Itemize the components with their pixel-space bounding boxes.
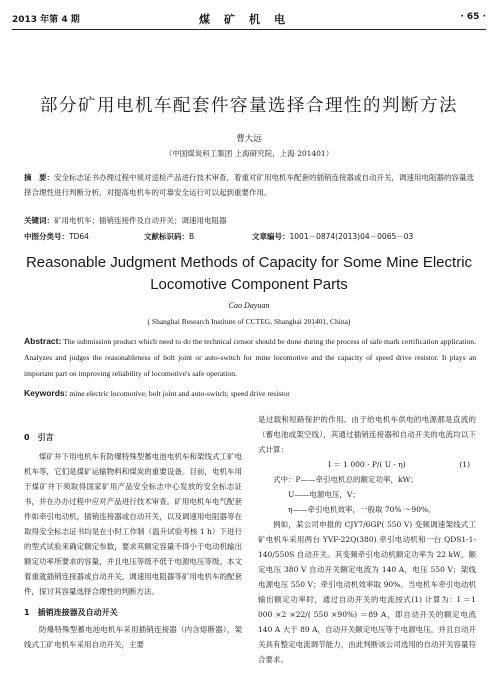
symbol-definitions [258,472,476,517]
definition-eta: η——牵引电机效率，一般取 70% ～90%。 [288,505,436,514]
clc-label: 中图分类号： [24,232,69,241]
article-id-field [252,231,413,242]
abstract-en-text: The submission product which need to do the technical censor should be done during the process of safe mark certification application. Analyzes and judges the reasonableness of bolt joint or auto-switch for mine locomotive and the capacity of speed drive resistor. It plays an important part on improving reliability of locomotive's safe operation. [24,337,476,378]
definition-p: 式中：P——牵引电机总的额定功率，kW； [273,475,418,484]
abstract-cn-text: 安全标志证书办理过程中须对送检产品进行技术审查，着重对矿用电机车配套的插销连接器或自动开关，调速用电阻器的容量选择合理性进行判断分析，对提高电机车的可靠安全运行可以起到重要作用。 [24,173,474,197]
doc-code-label: 文献标识码： [144,232,189,241]
keywords-en-text: mine electric locomotive; bolt joint and auto-switch; speed drive resistor [69,389,290,398]
doc-code-value: B [189,232,195,241]
affiliation-cn: （中国煤炭科工集团 上海研究院，上海 201401） [164,149,334,158]
equation-text: I ＝ 1 000 · P/( U · η) [328,460,406,469]
page-number: · 65 · [460,12,486,22]
doc-code-field [144,231,194,242]
intro-paragraph: 煤矿井下用电机车有防爆特殊型蓄电池电机车和架线式工矿电机车等，它们是煤矿运输物料和煤炭的重要设备。目前，电机车用于煤矿井下须取得国家矿用产品安全标志中心发放的安全标志证书，并在办办过程中应对产品进行技术审查。矿用电机车电气配套件如牵引电动机，插销连接器或自动开关，以及调速用电阻器等在取得安全标志证书均是在小时工作制（温升试验考核 1 h）下进行的型式试验来确定额定参数，要求其额定容量不得小于电动机输出额定功率所要求的容量，并且电压等级不低于电源电压等级。本文着重就插销连接器或自动开关，调速用电阻器等矿用电机车的配套件，探讨其容量选择合理性的判断方法。 [24,452,242,596]
issue-label: 2013 年第 4 期 [12,15,80,25]
abstract-cn-label: 摘 要： [24,173,54,182]
keywords-cn-text: 矿用电机车；插销连接件及自动开关；调速用电阻器 [54,216,227,225]
clc-field [24,231,89,242]
definition-u: U——电源电压，V； [288,490,360,499]
clc-value: TD64 [69,232,89,241]
article-title-cn: 部分矿用电机车配套件容量选择合理性的判断方法 [40,96,458,116]
current-formula-intro: 是过载和短路保护的作用。由于给电机车供电的电源都是直流的（蓄电池或架空线），其通过插销连接器和自动开关的电流均以下式计算： [258,415,476,454]
equation-1 [258,457,476,472]
affiliation-en: ( Shanghai Research Institute of CCTEG, Shanghai 201401, China) [147,317,351,326]
body-column-left [24,412,242,652]
abstract-en [24,333,476,382]
example-paragraph: 例如，某公司申报的 CJY7/6GP( 550 V) 变频调速架线式工矿电机车采用两台 YVF-22Q(380) 牵引电动机和一台 QDS1-1-140/550S 自动开关。其变频牵引电动机额定功率为 22 kW，额定电压 380 V 自动开关额定电流为 140 A，电压 550 V；架线电源电压 550 V；牵引电动机效率取 90%。当电机车牵引电动机输出额定功率时，通过自动开关的电流按式(1) 计算为：I ＝1 000 ×2 ×22/( 550 ×90%) ＝89 A，即自动开关的额定电流 140 A 大于 89 A，自动开关额定电压等于电源电压，并且自动开关具有整定电流调节能力，由此判断该公司选用的自动开关容量符合要求。 [258,520,476,664]
article-title-en: Reasonable Judgment Methods of Capacity for Some Mine Electric Locomotive Component Parts [25,254,473,293]
header-rule [12,29,486,30]
keywords-en-label: Keywords: [24,388,68,398]
abstract-cn [24,170,476,200]
abstract-en-label: Abstract: [24,336,62,346]
article-id-value: 1001－0874(2013)04－0065－03 [289,232,414,241]
section-heading-connector: 1 插销连接器及自动开关 [24,608,118,617]
keywords-en [24,388,476,398]
equation-number: (1) [459,460,470,469]
body-column-right [258,412,476,667]
connector-paragraph: 防爆特殊型蓄电池电机车采用插销连接器（内含熔断器），架线式工矿电机车采用自动开关，主要 [24,625,242,649]
author-en: Cao Dayuan [228,301,270,310]
journal-name: 煤矿机电 [199,13,299,26]
keywords-cn [24,215,476,226]
author-cn: 曹大远 [236,134,262,144]
section-heading-intro: 0 引言 [24,433,54,442]
keywords-cn-label: 关键词： [24,216,54,225]
article-id-label: 文章编号： [252,232,290,241]
running-header [12,10,486,26]
